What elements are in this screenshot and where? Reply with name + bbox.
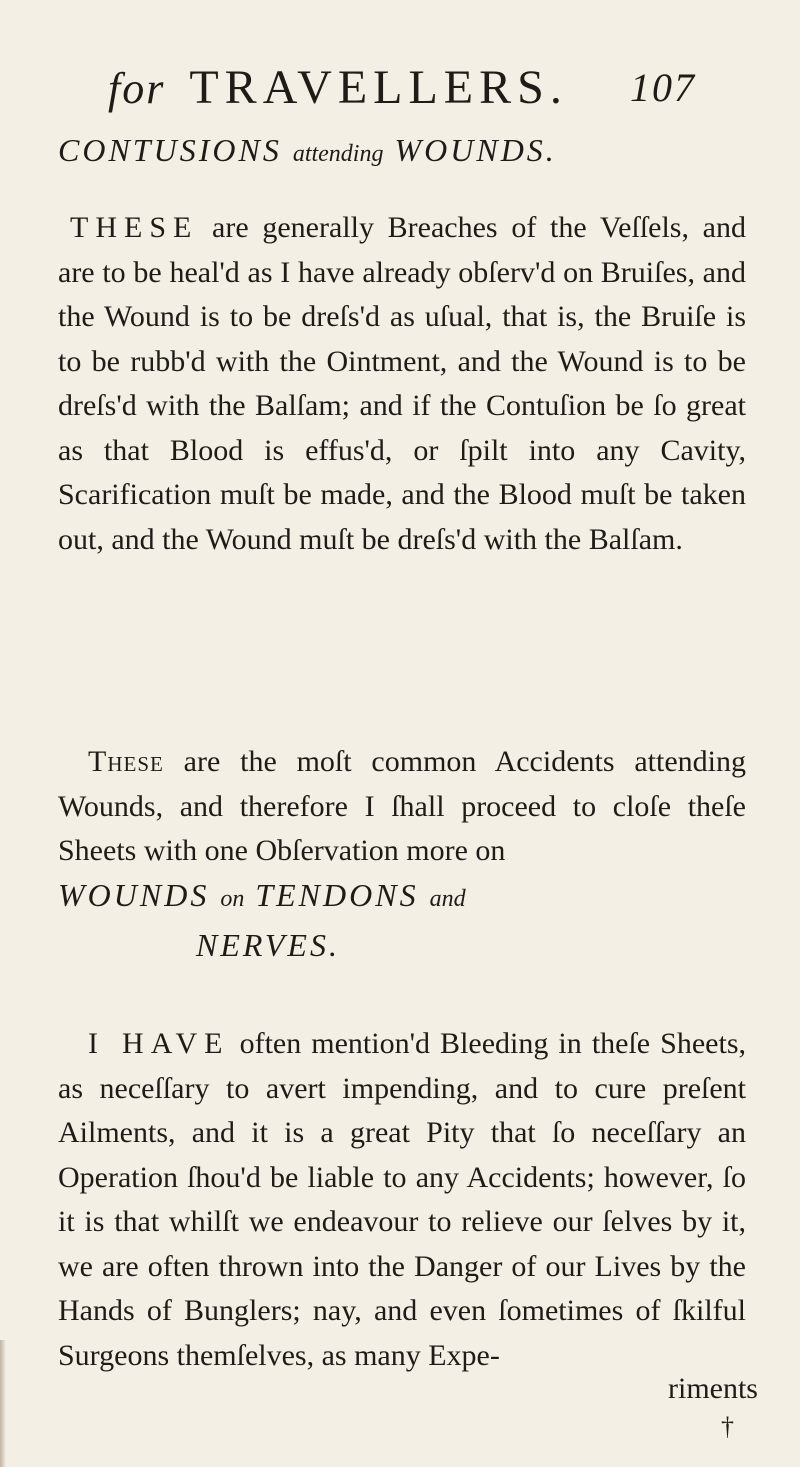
heading-wounds: WOUNDS xyxy=(58,877,210,913)
page-edge-shadow xyxy=(0,1340,6,1467)
heading-nerves: NERVES. xyxy=(196,927,340,963)
paragraph-lead: I HAVE xyxy=(88,1027,230,1060)
section-heading-contusions xyxy=(58,132,758,169)
heading-small: attending xyxy=(292,141,384,167)
paragraph-text: are the moſt common Accidents attending Wounds, and therefore I ſhall proceed to cloſe theſe Sheets with one Obſervation more on xyxy=(58,745,746,867)
catchword: riments xyxy=(668,1372,758,1405)
heading-and: and xyxy=(429,886,466,912)
heading-end: WOUNDS. xyxy=(394,132,557,168)
paragraph-common-accidents xyxy=(58,740,746,874)
heading-main: CONTUSIONS xyxy=(58,132,282,168)
running-head-title: TRAVELLERS. xyxy=(189,61,568,114)
paragraph-text: are generally Breaches of the Veſſels, and are to be heal'd as I have already obſerv'd on Bruiſes, and the Wound is to be dreſs'd as uſual, that is, the Bruiſe is to be rubb'd with the Ointment, and the Wound is to be dreſs'd with the Balſam; and if the Contuſion be ſo great as that Blood is effus'd, or ſpilt into any Cavity, Scarification muſt be made, and the Blood muſt be taken out, and the Wound muſt be dreſs'd with the Balſam. xyxy=(58,211,746,556)
running-head-for: for xyxy=(108,64,166,113)
paragraph-bleeding xyxy=(58,1022,746,1378)
page-number: 107 xyxy=(630,65,696,110)
paragraph-lead: These xyxy=(88,745,164,778)
section-heading-wounds-tendons-nerves xyxy=(58,872,758,968)
heading-on: on xyxy=(220,886,245,912)
paragraph-lead: THESE xyxy=(70,211,199,244)
signature-mark: † xyxy=(721,1412,734,1441)
heading-tendons: TENDONS xyxy=(255,877,419,913)
paragraph-text: often mention'd Bleeding in theſe Sheets, as neceſſary to avert impending, and to cure preſent Ailments, and it is a great Pity that ſo neceſſary an Operation ſhou'd be liable to any Accidents; however, ſo it is that whilſt we endeavour to relieve our ſelves by it, we are often thrown into the Danger of our Lives by the Hands of Bunglers; nay, and even ſometimes of ſkilful Surgeons themſelves, as many Expe- xyxy=(58,1027,747,1372)
running-head xyxy=(108,60,708,115)
paragraph-contusions xyxy=(58,206,746,562)
